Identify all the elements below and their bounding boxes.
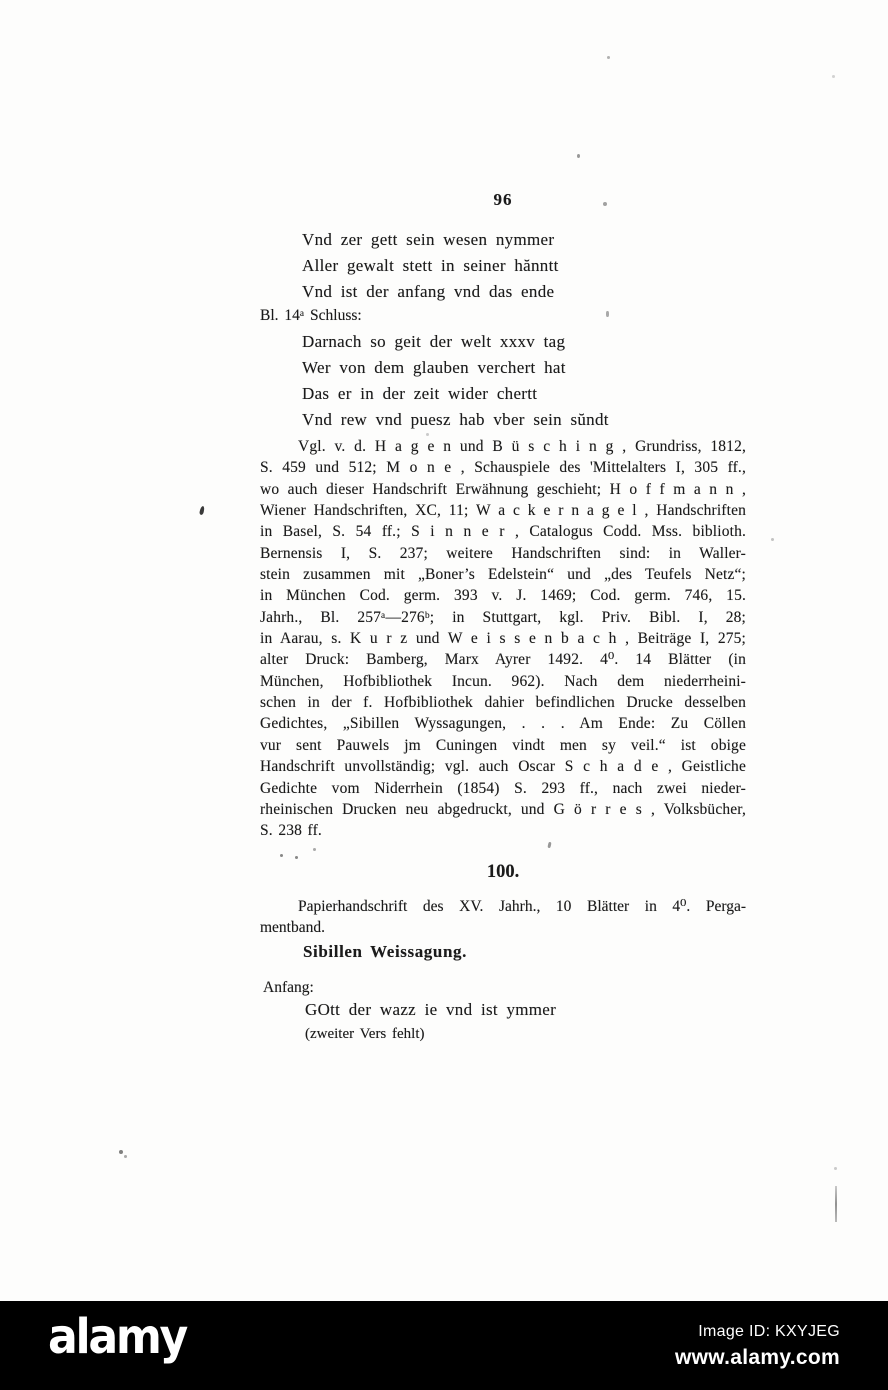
paragraph-line: Bernensis I, S. 237; weitere Handschriften sind: in Waller-: [260, 544, 746, 562]
schluss-label: Bl. 14ᵃ Schluss:: [260, 307, 362, 324]
paragraph-line: rheinischen Drucken neu abgedruckt, und G ö r r e s , Volksbücher,: [260, 800, 746, 818]
scan-speck: [124, 1155, 127, 1158]
paragraph-line: wo auch dieser Handschrift Erwähnung geschieht; H o f f m a n n ,: [260, 480, 746, 498]
paragraph-line: in Basel, S. 54 ff.; S i n n e r , Catalogus Codd. Mss. biblioth.: [260, 523, 746, 541]
paragraph-line: stein zusammen mit „Boner’s Edelstein“ und „des Teufels Netz“;: [260, 566, 746, 584]
paragraph-line: Wiener Handschriften, XC, 11; W a c k e r n a g e l , Handschriften: [260, 502, 746, 520]
verse-line: Wer von dem glauben verchert hat: [302, 358, 566, 377]
image-id-text: Image ID: KXYJEG: [698, 1323, 840, 1340]
paragraph-line: Gedichte vom Niderrhein (1854) S. 293 ff., nach zwei nieder-: [260, 779, 746, 797]
entry-title: Sibillen Weissagung.: [303, 942, 467, 961]
paragraph-line: vur sent Pauwels jm Cuningen vindt men sy veil.“ ist obige: [260, 736, 746, 754]
scan-speck: [313, 848, 316, 851]
scan-speck: [606, 311, 609, 317]
description-line: mentband.: [260, 919, 325, 937]
description-line: Papierhandschrift des XV. Jahrh., 10 Blätter in 4⁰. Perga-: [298, 898, 746, 915]
scan-speck: [577, 154, 580, 158]
entry-description: [260, 896, 746, 939]
paragraph-line: Gedichtes, „Sibillen Wyssagungen, . . . Am Ende: Zu Cöllen: [260, 715, 746, 733]
verse-line: Vnd zer gett sein wesen nymmer: [302, 230, 555, 249]
verse-block-1: [302, 227, 559, 305]
incipit-line: GOtt der wazz ie vnd ist ymmer: [305, 1000, 557, 1019]
scan-speck: [603, 202, 607, 206]
page-number: 96: [493, 190, 513, 209]
scan-ink-mark: [199, 506, 205, 516]
reference-paragraph: [260, 436, 746, 842]
paragraph-line: S. 459 und 512; M o n e , Schauspiele des 'Mittelalters I, 305 ff.,: [260, 459, 746, 477]
verse-block-2: [302, 329, 609, 433]
paragraph-line: München, Hofbibliothek Incun. 962). Nach dem niederrheini-: [260, 672, 746, 690]
watermark-info: [675, 1323, 840, 1370]
scan-speck: [771, 538, 774, 541]
alamy-logo: alamy: [48, 1309, 187, 1365]
scan-speck: [607, 56, 610, 59]
scan-speck: [547, 842, 551, 848]
missing-verse-note: (zweiter Vers fehlt): [305, 1026, 425, 1042]
paragraph-line: in München Cod. germ. 393 v. J. 1469; Cod. germ. 746, 15.: [260, 587, 746, 605]
paragraph-line: Handschrift unvollständig; vgl. auch Oscar S c h a d e , Geistliche: [260, 758, 746, 776]
scan-speck: [280, 854, 283, 857]
verse-line: Aller gewalt stett in seiner hănntt: [302, 256, 559, 275]
paragraph-line: S. 238 ff.: [260, 822, 322, 840]
verse-line: Das er in der zeit wider chertt: [302, 384, 538, 403]
paragraph-line: in Aarau, s. K u r z und W e i s s e n b a c h , Beiträge I, 275;: [260, 630, 746, 648]
paragraph-line: schen in der f. Hofbibliothek dahier befindlichen Drucke desselben: [260, 694, 746, 712]
entry-heading: 100.: [486, 862, 520, 882]
paragraph-line: Jahrh., Bl. 257ᵃ—276ᵇ; in Stuttgart, kgl. Priv. Bibl. I, 28;: [260, 608, 746, 626]
scan-speck: [832, 75, 835, 78]
anfang-label: Anfang:: [263, 979, 314, 996]
verse-line: Vnd ist der anfang vnd das ende: [302, 282, 555, 301]
scan-speck: [295, 856, 298, 859]
scan-speck: [426, 433, 429, 436]
watermark-bar: [0, 1301, 888, 1390]
scan-speck: [119, 1150, 123, 1154]
alamy-url-text: www.alamy.com: [675, 1346, 840, 1369]
scan-line-artifact: [835, 1186, 837, 1222]
scan-speck: [834, 1167, 837, 1170]
paragraph-line: alter Druck: Bamberg, Marx Ayrer 1492. 4⁰. 14 Blätter (in: [260, 651, 746, 669]
verse-line: Darnach so geit der welt xxxv tag: [302, 332, 566, 351]
paragraph-line: Vgl. v. d. H a g e n und B ü s c h i n g , Grundriss, 1812,: [298, 438, 746, 455]
verse-line: Vnd rew vnd puesz hab vber sein sŭndt: [302, 410, 609, 429]
